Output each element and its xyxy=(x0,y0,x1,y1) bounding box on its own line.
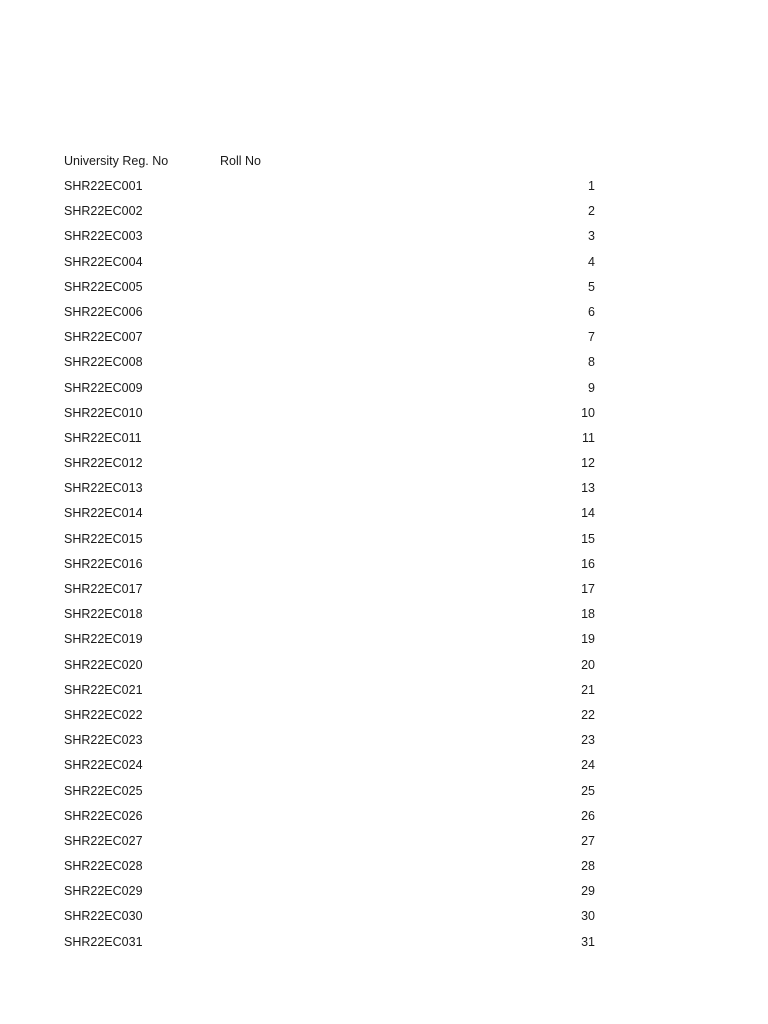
table-row xyxy=(64,454,595,479)
roll-no-cell: 13 xyxy=(581,481,595,496)
roll-no-cell: 9 xyxy=(588,380,595,395)
table-header xyxy=(64,152,604,170)
roll-no-cell: 26 xyxy=(581,808,595,823)
reg-no-cell: SHR22EC030 xyxy=(64,909,143,924)
table-row xyxy=(64,807,595,832)
table-row xyxy=(64,933,595,958)
roll-no-cell: 17 xyxy=(581,582,595,596)
roll-no-cell: 6 xyxy=(588,304,595,319)
table-row xyxy=(64,756,595,781)
table-row xyxy=(64,278,595,303)
roll-no-cell: 15 xyxy=(581,531,595,546)
reg-no-cell: SHR22EC021 xyxy=(64,682,143,697)
reg-no-cell: SHR22EC011 xyxy=(64,430,142,445)
table-row xyxy=(64,832,595,857)
roll-no-cell: 8 xyxy=(588,355,595,370)
roll-no-cell: 5 xyxy=(588,279,595,294)
table-row xyxy=(64,353,595,378)
reg-no-cell: SHR22EC008 xyxy=(64,355,143,370)
reg-no-cell: SHR22EC013 xyxy=(64,481,143,496)
table-row xyxy=(64,706,595,731)
reg-no-cell: SHR22EC005 xyxy=(64,279,143,294)
reg-no-cell: SHR22EC022 xyxy=(64,707,143,722)
table-row xyxy=(64,605,595,630)
roll-no-cell: 18 xyxy=(581,607,595,622)
roll-no-cell: 22 xyxy=(581,707,595,722)
reg-no-cell: SHR22EC007 xyxy=(64,330,143,345)
roll-no-cell: 16 xyxy=(581,556,595,571)
roll-no-cell: 27 xyxy=(581,833,595,848)
reg-no-cell: SHR22EC026 xyxy=(64,808,143,823)
reg-no-cell: SHR22EC010 xyxy=(64,405,143,420)
roll-no-cell: 31 xyxy=(581,934,595,949)
table-row xyxy=(64,681,595,706)
roll-no-cell: 21 xyxy=(581,682,595,697)
table-row xyxy=(64,177,595,202)
roll-no-cell: 12 xyxy=(581,456,595,471)
table-row xyxy=(64,580,595,605)
reg-no-cell: SHR22EC016 xyxy=(64,556,143,571)
roll-no-cell: 11 xyxy=(582,430,595,445)
roll-no-cell: 1 xyxy=(588,179,595,193)
reg-no-cell: SHR22EC024 xyxy=(64,758,143,773)
table-row xyxy=(64,379,595,404)
table-row xyxy=(64,555,595,580)
roll-no-cell: 14 xyxy=(581,506,595,521)
roll-no-cell: 25 xyxy=(581,783,595,798)
reg-no-cell: SHR22EC031 xyxy=(64,934,143,949)
roll-no-cell: 20 xyxy=(581,657,595,672)
table-row xyxy=(64,731,595,756)
table-row xyxy=(64,656,595,681)
reg-no-cell: SHR22EC019 xyxy=(64,632,143,647)
table-row xyxy=(64,782,595,807)
roll-no-cell: 24 xyxy=(581,758,595,773)
table-row xyxy=(64,882,595,907)
reg-no-cell: SHR22EC025 xyxy=(64,783,143,798)
table-row xyxy=(64,227,595,252)
reg-no-cell: SHR22EC015 xyxy=(64,531,143,546)
roll-no-column-header: Roll No xyxy=(220,154,261,168)
table-row xyxy=(64,328,595,353)
table-row xyxy=(64,253,595,278)
reg-no-cell: SHR22EC028 xyxy=(64,859,143,874)
roll-no-cell: 7 xyxy=(588,330,595,345)
reg-no-cell: SHR22EC027 xyxy=(64,833,143,848)
reg-no-column-header: University Reg. No xyxy=(64,154,169,168)
roll-no-cell: 3 xyxy=(588,229,595,244)
roll-no-cell: 30 xyxy=(581,909,595,924)
table-row xyxy=(64,907,595,932)
reg-no-cell: SHR22EC014 xyxy=(64,506,143,521)
table-row xyxy=(64,303,595,328)
student-table-body xyxy=(64,177,595,958)
table-row xyxy=(64,630,595,655)
table-row xyxy=(64,857,595,882)
roll-no-cell: 4 xyxy=(588,254,595,269)
table-row xyxy=(64,202,595,227)
reg-no-cell: SHR22EC012 xyxy=(64,456,143,471)
reg-no-cell: SHR22EC009 xyxy=(64,380,143,395)
reg-no-cell: SHR22EC020 xyxy=(64,657,143,672)
roll-no-cell: 23 xyxy=(581,733,595,748)
roll-no-cell: 29 xyxy=(581,884,595,899)
reg-no-cell: SHR22EC001 xyxy=(64,179,143,193)
roll-no-cell: 19 xyxy=(581,632,595,647)
roll-no-cell: 10 xyxy=(581,405,595,420)
roll-no-cell: 2 xyxy=(588,204,595,219)
reg-no-cell: SHR22EC006 xyxy=(64,304,143,319)
reg-no-cell: SHR22EC017 xyxy=(64,582,143,596)
table-row xyxy=(64,429,595,454)
reg-no-cell: SHR22EC004 xyxy=(64,254,143,269)
roll-no-cell: 28 xyxy=(581,859,595,874)
table-row xyxy=(64,530,595,555)
reg-no-cell: SHR22EC029 xyxy=(64,884,143,899)
reg-no-cell: SHR22EC018 xyxy=(64,607,143,622)
table-row xyxy=(64,404,595,429)
reg-no-cell: SHR22EC002 xyxy=(64,204,143,219)
table-row xyxy=(64,479,595,504)
reg-no-cell: SHR22EC003 xyxy=(64,229,143,244)
reg-no-cell: SHR22EC023 xyxy=(64,733,143,748)
table-row xyxy=(64,504,595,529)
